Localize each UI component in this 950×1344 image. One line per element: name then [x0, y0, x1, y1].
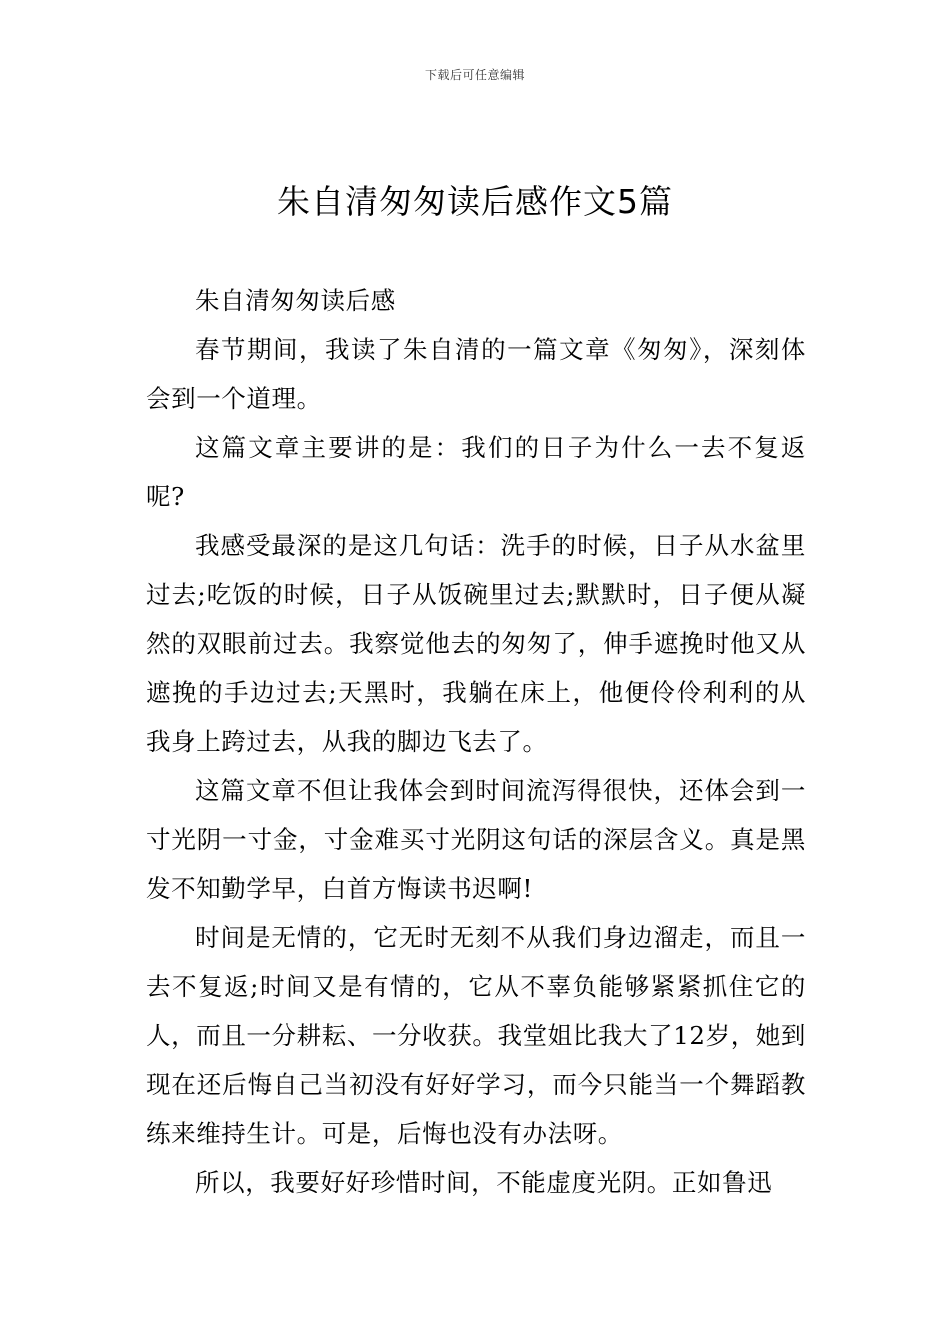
- document-body: [146, 276, 806, 1207]
- paragraph: 这篇文章不但让我体会到时间流泻得很快，还体会到一寸光阴一寸金，寸金难买寸光阴这句话的深层含义。真是黑发不知勤学早，白首方悔读书迟啊!: [146, 776, 806, 903]
- paragraph: 时间是无情的，它无时无刻不从我们身边溜走，而且一去不复返;时间又是有情的，它从不辜负能够紧紧抓住它的人，而且一分耕耘、一分收获。我堂姐比我大了12岁，她到现在还后悔自己当初没有好好学习，而今只能当一个舞蹈教练来维持生计。可是，后悔也没有办法呀。: [146, 923, 806, 1148]
- document-title: 朱自清匆匆读后感作文5篇: [277, 182, 673, 221]
- paragraph: 所以，我要好好珍惜时间，不能虚度光阴。正如鲁迅: [195, 1168, 773, 1197]
- page-header-note: 下载后可任意编辑: [424, 68, 525, 82]
- paragraph-subtitle: 朱自清匆匆读后感: [195, 286, 396, 315]
- paragraph: 春节期间，我读了朱自清的一篇文章《匆匆》，深刻体会到一个道理。: [146, 335, 806, 413]
- paragraph: 这篇文章主要讲的是：我们的日子为什么一去不复返呢?: [146, 433, 806, 511]
- paragraph: 我感受最深的是这几句话：洗手的时候，日子从水盆里过去;吃饭的时候，日子从饭碗里过去;默默时，日子便从凝然的双眼前过去。我察觉他去的匆匆了，伸手遮挽时他又从遮挽的手边过去;天黑时，我躺在床上，他便伶伶利利的从我身上跨过去，从我的脚边飞去了。: [146, 531, 806, 756]
